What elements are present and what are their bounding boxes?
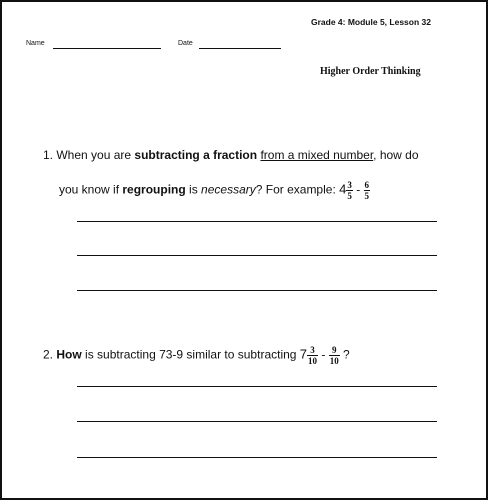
question-1-text-3: is: [185, 182, 202, 197]
fraction-denominator: 5: [364, 191, 370, 201]
question-1-text: When you are: [56, 148, 135, 162]
question-1-text-4: ? For example:: [255, 182, 340, 197]
question-1-regrouping: regrouping: [122, 182, 186, 197]
question-2-number: 2.: [43, 347, 54, 362]
section-title: Higher Order Thinking: [320, 66, 421, 77]
fraction-denominator: 5: [347, 191, 352, 201]
minus-sign: -: [318, 347, 329, 362]
question-2-text: is subtracting 73-9 similar to subtracting: [81, 347, 300, 362]
answer-line[interactable]: [77, 255, 437, 256]
question-1-text-end: , how do: [373, 148, 419, 162]
question-1-line-2: [59, 180, 370, 201]
name-field-line[interactable]: [53, 48, 161, 49]
answer-line[interactable]: [77, 457, 437, 458]
fraction-numerator: 6: [364, 180, 370, 190]
answer-line[interactable]: [77, 421, 437, 422]
question-2-end: ?: [339, 347, 350, 362]
answer-line[interactable]: [77, 386, 437, 387]
question-1-line-1: [43, 148, 419, 162]
fraction-numerator: 3: [310, 345, 315, 355]
answer-line[interactable]: [77, 290, 437, 291]
fraction-numerator: 9: [331, 345, 337, 355]
fraction-denominator: 10: [329, 356, 339, 366]
date-field-line[interactable]: [199, 48, 281, 49]
minus-sign: -: [352, 182, 364, 197]
answer-line[interactable]: [77, 221, 437, 222]
fraction-denominator: 10: [308, 356, 318, 366]
question-1-bold-phrase: subtracting a fraction: [134, 148, 258, 162]
date-label: Date: [178, 40, 193, 47]
example-2-fraction-a: [307, 345, 318, 366]
name-label: Name: [26, 40, 45, 47]
example-1-whole: 4: [339, 181, 347, 197]
question-1-necessary: necessary: [201, 182, 256, 197]
question-1-underlined-phrase: from a mixed number: [260, 148, 374, 162]
example-1-fraction-b: [364, 180, 371, 201]
question-1-text-2: you know if: [59, 182, 123, 197]
example-2-fraction-b: [329, 345, 340, 366]
question-2-line: [43, 345, 350, 366]
question-2-how: How: [56, 347, 82, 362]
fraction-numerator: 3: [347, 180, 352, 190]
example-2-whole: 7: [299, 346, 308, 362]
lesson-header: Grade 4: Module 5, Lesson 32: [311, 17, 431, 27]
question-1-number: 1.: [43, 148, 54, 162]
